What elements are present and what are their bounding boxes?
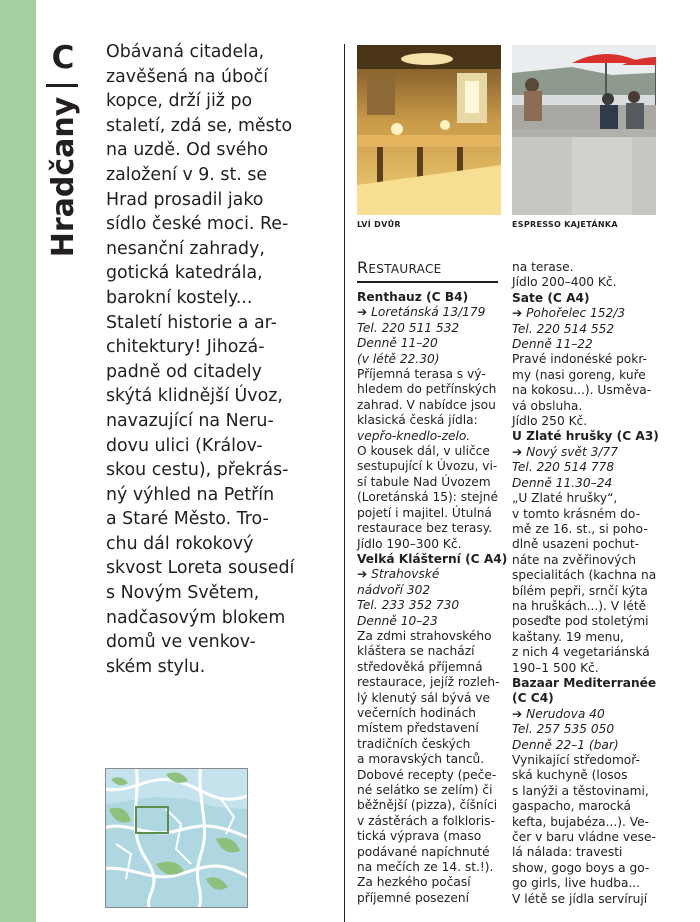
listing-detail: ➔ Pohořelec 152/3 <box>512 306 626 321</box>
listing-text: bílém pepři, srnčí kýta <box>512 583 648 598</box>
listing-text: Příjemná terasa s vý- <box>357 367 486 382</box>
listing-text: náte na zvěřinových <box>512 552 636 567</box>
photo-caption: LVÍ DVŮR <box>357 220 401 229</box>
listing-text: večerních hodinách <box>357 705 477 720</box>
listings-column-right <box>512 260 662 907</box>
listing-title: Bazaar Mediterranée <box>512 675 657 690</box>
section-heading: RESTAURACE <box>357 258 442 277</box>
intro-line: na uzdě. Od svého <box>106 140 269 161</box>
listing-detail: vepřo-knedlo-zelo. <box>357 428 471 443</box>
intro-line: barokní kostely... <box>106 287 253 308</box>
intro-line: nadčasovým blokem <box>106 607 286 628</box>
intro-line: padně od citadely <box>106 361 262 382</box>
listing-text: specialitách (kachna na <box>512 568 657 583</box>
photo-espresso-kajetanka <box>512 45 656 215</box>
intro-line: chu dál rokokový <box>106 533 254 554</box>
listing-title: Sate (C A4) <box>512 290 590 305</box>
intro-paragraph <box>106 40 316 679</box>
listing-text: show, gogo boys a go- <box>512 860 650 875</box>
intro-line: s Novým Světem, <box>106 583 260 604</box>
listing-text: sí tabule Nad Úvozem <box>357 474 491 489</box>
intro-line: chitektury! Jihozá- <box>106 337 265 358</box>
listing-text: na terase. <box>512 260 574 274</box>
column-divider <box>344 44 345 922</box>
listing-text: my (nasi goreng, kuře <box>512 367 646 382</box>
intro-line: dovu ulici (Králov- <box>106 435 263 456</box>
listing-text: kláštera se nachází <box>357 644 475 659</box>
listing-text: kefta, bujabéza...). Ve- <box>512 814 650 829</box>
section-letter-rule <box>46 84 78 87</box>
listing-text: běžnější (pizza), číšníci <box>357 798 498 813</box>
listing-text: O kousek dál, v uličce <box>357 444 490 459</box>
listing-text: vá obsluha. <box>512 398 583 413</box>
district-map <box>105 768 248 908</box>
listing-text: dlně usazeni pochut- <box>512 537 640 552</box>
intro-line: sídlo české moci. Re- <box>106 214 289 235</box>
listing-text: čer v baru vládne vese- <box>512 830 656 845</box>
listing-text: místem představení <box>357 721 479 736</box>
listing-text: středověká příjemná <box>357 659 483 674</box>
intro-line: Staletí historie a ar- <box>106 312 277 333</box>
listing-detail: ➔ Nerudova 40 <box>512 706 605 721</box>
listing-text: V létě se jídla servírují <box>512 891 648 906</box>
listing-text: na kokosu...). Usměva- <box>512 383 652 398</box>
listing-title: U Zlaté hrušky (C A3) <box>512 429 659 444</box>
photo-lvi-dvur <box>357 45 501 215</box>
intro-line: skýtá klidnější Úvoz, <box>106 386 283 407</box>
intro-line: staletí, zdá se, město <box>106 115 293 136</box>
listing-detail: Tel. 220 514 552 <box>512 321 615 336</box>
listing-detail: Denně 11.30–24 <box>512 475 613 490</box>
listing-detail: Tel. 220 511 532 <box>357 320 460 335</box>
intro-line: ný výhled na Petřín <box>106 484 275 505</box>
listing-text: Jídlo 200–400 Kč. <box>512 275 617 290</box>
listing-text: klasická česká jídla: <box>357 413 478 428</box>
intro-line: skou cestu), překrás- <box>106 460 289 481</box>
listing-detail: Tel. 257 535 050 <box>512 722 615 737</box>
intro-line: založení v 9. st. se <box>106 164 268 185</box>
listing-detail: nádvoří 302 <box>357 582 431 597</box>
section-letter: C <box>51 40 75 76</box>
listing-text: tická výprava (maso <box>357 829 482 844</box>
listing-text: lá nálada: travesti <box>512 845 623 860</box>
intro-line: a Staré Město. Tro- <box>106 509 269 530</box>
listing-text: né selátko se zelím) či <box>357 783 493 797</box>
intro-line: zavěšená na úbočí <box>106 66 269 87</box>
intro-line: gotická katedrála, <box>106 263 263 284</box>
photo-caption: ESPRESSO KAJETÁNKA <box>512 220 618 229</box>
listings-column-left <box>357 290 508 906</box>
intro-line: domů ve venkov- <box>106 632 256 653</box>
intro-text <box>106 40 316 679</box>
listing-title: Velká Klášterní (C A4) <box>357 551 508 566</box>
listing-detail: ➔ Strahovské <box>357 567 440 582</box>
listing-text: poseďte pod stoletými <box>512 614 649 629</box>
intro-line: navazující na Neru- <box>106 410 274 431</box>
listing-text: na hruškách...). V létě <box>512 598 647 613</box>
listing-text: Jídlo 190–300 Kč. <box>357 536 462 551</box>
listing-text: (Loretánská 15): stejné <box>357 490 499 505</box>
listing-text: sestupující k Úvozu, vi- <box>357 459 498 474</box>
district-title <box>40 95 86 260</box>
intro-line: kopce, drží již po <box>106 91 253 112</box>
listing-detail: Tel. 233 352 730 <box>357 598 460 613</box>
district-title-text: Hradčany <box>46 96 81 258</box>
listing-detail: ➔ Loretánská 13/179 <box>357 305 486 320</box>
listing-text: Za hezkého počasí <box>357 875 471 890</box>
listing-text: tradičních českých <box>357 736 471 751</box>
listing-text: Jídlo 250 Kč. <box>512 414 588 429</box>
intro-line: Hrad prosadil jako <box>106 189 264 210</box>
listing-text: Dobové recepty (peče- <box>357 767 497 782</box>
listing-text: 190–1 500 Kč. <box>512 660 599 675</box>
listing-text: s lanýži a těstovinami, <box>512 783 649 798</box>
listing-text: restaurace bez terasy. <box>357 521 493 536</box>
listing-text: Za zdmi strahovského <box>357 628 492 643</box>
listing-detail: Denně 11–22 <box>512 337 593 352</box>
listing-text: „U Zlaté hrušky“, <box>512 491 618 506</box>
listing-detail: Denně 10–23 <box>357 613 438 628</box>
intro-line: Obávaná citadela, <box>106 42 265 62</box>
listing-text: Vynikající středomoř- <box>512 753 640 767</box>
listing-text: z nich 4 vegetariánská <box>512 645 650 660</box>
district-map-graphic <box>106 769 247 907</box>
listing-text: go girls, live hudba... <box>512 876 641 891</box>
listing-detail: Denně 22–1 (bar) <box>512 737 619 752</box>
listing-detail: Tel. 220 514 778 <box>512 460 615 475</box>
listing-text: kaštany. 19 menu, <box>512 629 624 644</box>
listing-text: v zástěrách a folkloris- <box>357 813 495 828</box>
listing-text: restaurace, jejíž rozleh- <box>357 675 500 690</box>
listing-text: na mečích ze 14. st.!). <box>357 860 494 875</box>
listing-detail: Denně 11–20 <box>357 336 438 351</box>
listing-text: podávané napíchnuté <box>357 844 490 859</box>
listing-text: hledem do petřínských <box>357 382 497 397</box>
listing-text: a moravských tanců. <box>357 752 485 767</box>
listing-detail: ➔ Nový svět 3/77 <box>512 444 619 459</box>
listing-text: gaspacho, marocká <box>512 799 631 814</box>
intro-line: nesanční zahrady, <box>106 238 265 259</box>
listing-text: příjemné posezení <box>357 890 470 905</box>
listing-detail: (v létě 22.30) <box>357 351 440 366</box>
intro-line: ském stylu. <box>106 656 206 677</box>
listing-text: ská kuchyně (losos <box>512 768 628 783</box>
intro-line: skvost Loreta sousedí <box>106 558 295 579</box>
listing-title: (C C4) <box>512 691 554 706</box>
listing-text: Pravé indonéské pokr- <box>512 352 647 367</box>
listing-text: zahrad. V nabídce jsou <box>357 397 496 412</box>
section-heading-rule <box>357 281 498 283</box>
listing-title: Renthauz (C B4) <box>357 290 469 304</box>
listing-text: lý klenutý sál bývá ve <box>357 690 491 705</box>
listing-text: pojetí i majitel. Útulná <box>357 505 492 520</box>
listing-text: mě ze 16. st., si poho- <box>512 521 648 536</box>
chapter-tab-strip <box>0 0 36 922</box>
listing-text: v tomto krásném do- <box>512 506 640 521</box>
